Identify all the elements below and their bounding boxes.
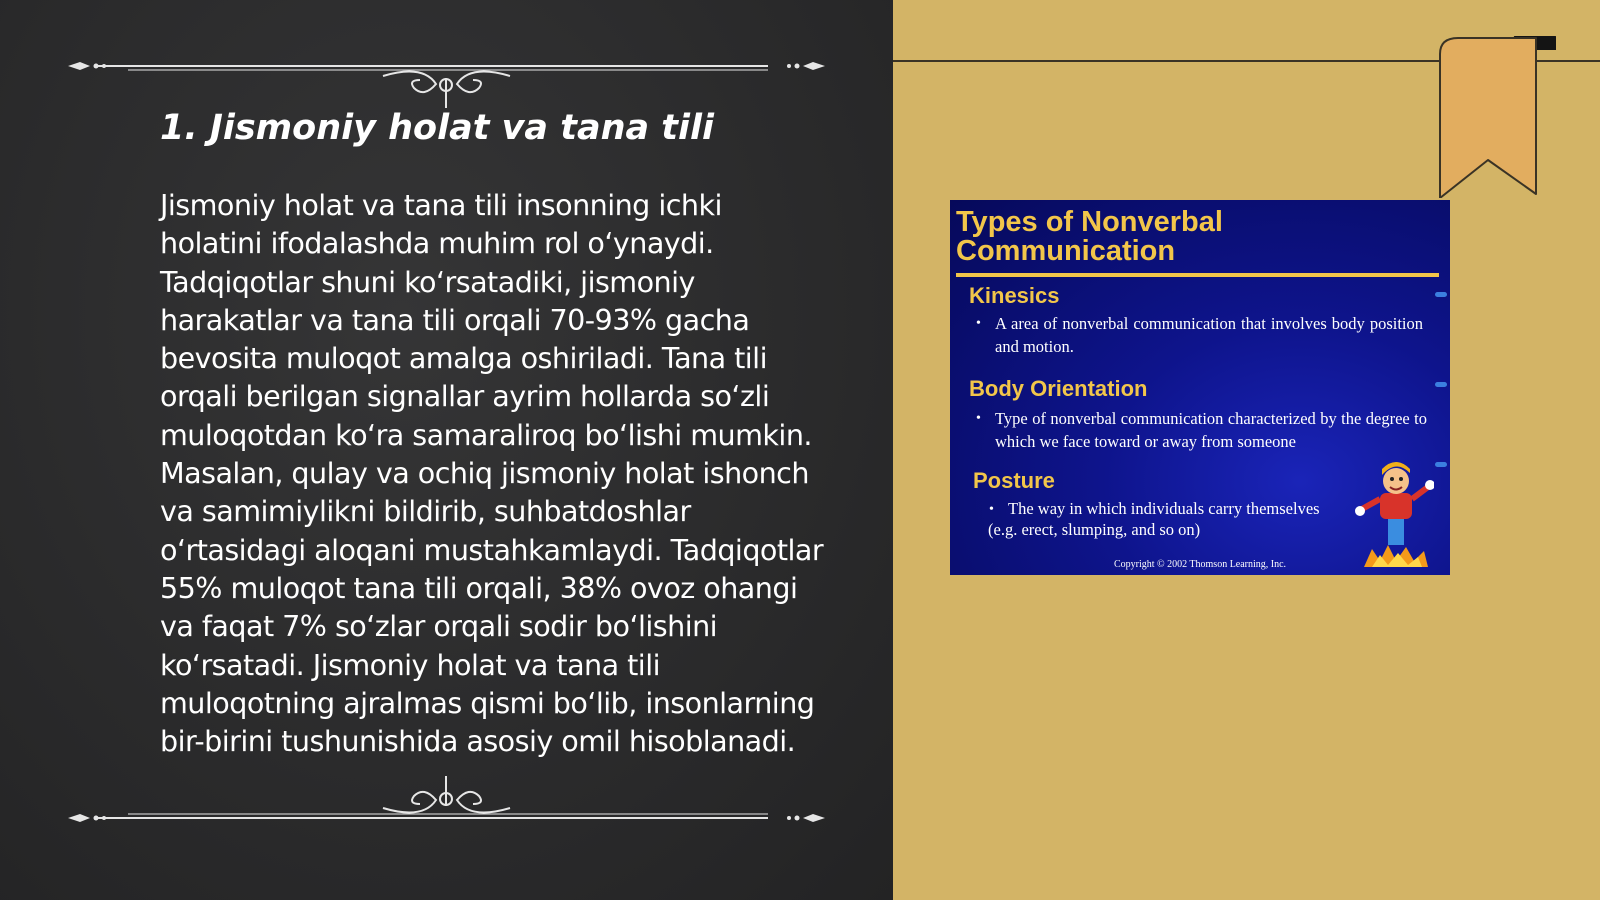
image-copyright: Copyright © 2002 Thomson Learning, Inc. (1113, 559, 1287, 570)
bookmark-ribbon-icon (1436, 36, 1556, 198)
image-text-posture: The way in which individuals carry themselves (e.g. erect, slumping, and so on) (988, 499, 1320, 539)
ornament-divider-icon (68, 776, 825, 826)
slide-title: 1. Jismoniy holat va tana tili (160, 108, 715, 148)
image-heading-kinesics: Kinesics (969, 283, 1060, 308)
cartoon-figure-icon (1354, 457, 1434, 569)
image-text-body-orientation: Type of nonverbal communication characterized by the degree to which we face toward or away from someone (995, 409, 1427, 451)
image-title: Types of Nonverbal Communication (956, 206, 1223, 267)
image-text-kinesics: A area of nonverbal communication that involves body position and motion. (995, 314, 1423, 356)
ornament-divider-icon (68, 58, 825, 108)
bullet-icon: • (976, 411, 981, 426)
edge-mark (1435, 382, 1447, 387)
bullet-icon: • (976, 316, 981, 331)
edge-mark (1435, 462, 1447, 467)
slide-body-text: Jismoniy holat va tana tili insonning ichki holatini ifodalashda muhim rol o‘ynaydi. Tadqiqotlar shuni ko‘rsatadiki, jismoniy harakatlar va tana tili orqali 70-93% gacha bevosita muloqot amalga oshiriladi. Tana tili orqali berilgan signallar ayrim hollarda so‘zli muloqotdan ko‘ra samaraliroq bo‘lishi mumkin. Masalan, qulay va ochiq jismoniy holat ishonch va samimiylikni bildirib, suhbatdoshlar o‘rtasidagi aloqani mustahkamlaydi. Tadqiqotlar 55% muloqot tana tili orqali, 38% ovoz ohangi va faqat 7% so‘zlar orqali sodir bo‘lishini ko‘rsatadi. Jismoniy holat va tana tili muloqotning ajralmas qismi bo‘lib, insonlarning bir-birini tushunishida asosiy omil hisoblanadi. (160, 188, 824, 759)
bullet-icon: • (989, 502, 994, 517)
image-title-rule (956, 273, 1439, 277)
image-heading-body-orientation: Body Orientation (969, 376, 1148, 401)
nonverbal-communication-image (950, 200, 1450, 575)
image-heading-posture: Posture (973, 468, 1055, 493)
edge-mark (1435, 292, 1447, 297)
